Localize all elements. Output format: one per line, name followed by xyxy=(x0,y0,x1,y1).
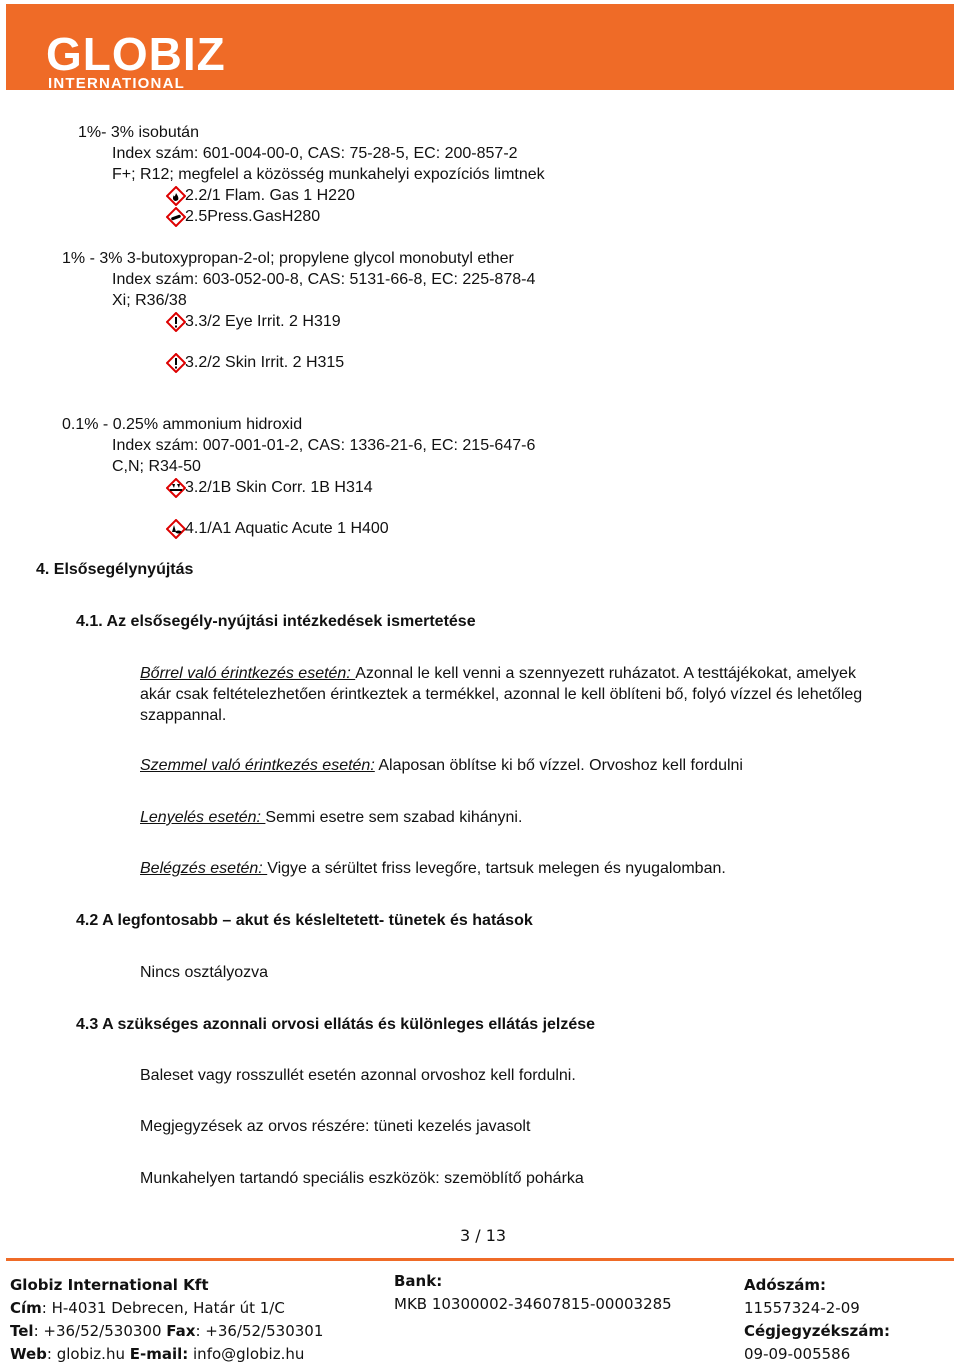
footer-phone-fax: Tel: +36/52/530300 Fax: +36/52/530301 xyxy=(10,1322,324,1340)
section-4-3-text-2: Megjegyzések az orvos részére: tüneti kezelés javasolt xyxy=(140,1118,531,1135)
flame-pictogram-icon xyxy=(166,186,186,206)
environment-pictogram-icon xyxy=(166,519,186,539)
isobutane-hazard-2: 2.5Press.GasH280 xyxy=(185,208,321,225)
footer-registry-value: 09-09-005586 xyxy=(744,1345,851,1363)
isobutane-hazard-1: 2.2/1 Flam. Gas 1 H220 xyxy=(185,187,355,204)
skin-contact-text-1: Azonnal le kell venni a szennyezett ruházatot. A testtájékokat, amelyek xyxy=(355,665,856,682)
footer-web-email: Web: globiz.hu E-mail: info@globiz.hu xyxy=(10,1345,305,1363)
inhale-text: Vigye a sérültet friss levegőre, tartsuk melegen és nyugalomban. xyxy=(267,860,726,877)
butoxy-index: Index szám: 603-052-00-8, CAS: 5131-66-8, EC: 225-878-4 xyxy=(112,271,536,288)
ammonium-hazard-1: 3.2/1B Skin Corr. 1B H314 xyxy=(185,479,373,496)
exclamation-pictogram-icon xyxy=(166,353,186,373)
footer-company: Globiz International Kft xyxy=(10,1276,209,1294)
inhale-label: Belégzés esetén: xyxy=(140,860,268,877)
page-number: 3 / 13 xyxy=(460,1226,507,1245)
ammonium-index: Index szám: 007-001-01-2, CAS: 1336-21-6, EC: 215-647-6 xyxy=(112,437,536,454)
section-4-1-heading: 4.1. Az elsősegély-nyújtási intézkedések ismertetése xyxy=(76,613,476,630)
eye-contact-label: Szemmel való érintkezés esetén: xyxy=(140,757,375,774)
corrosion-pictogram-icon xyxy=(166,478,186,498)
footer-tax-value: 11557324-2-09 xyxy=(744,1299,860,1317)
skin-contact-text-2: akár csak feltételezhetően érintkeztek a termékkel, azonnal le kell öblíteni bő, folyó vízzel és lehetőleg xyxy=(140,686,863,703)
section-4-3-heading: 4.3 A szükséges azonnali orvosi ellátás és különleges ellátás jelzése xyxy=(76,1016,596,1033)
section-4-3-text-1: Baleset vagy rosszullét esetén azonnal orvoshoz kell fordulni. xyxy=(140,1067,576,1084)
swallow-line xyxy=(140,808,522,828)
skin-contact-label: Bőrrel való érintkezés esetén: xyxy=(140,665,356,682)
ammonium-title: 0.1% - 0.25% ammonium hidroxid xyxy=(62,416,303,433)
logo-text: GLOBIZ xyxy=(46,28,226,80)
isobutane-index: Index szám: 601-004-00-0, CAS: 75-28-5, EC: 200-857-2 xyxy=(112,145,518,162)
footer-registry-label: Cégjegyzékszám: xyxy=(744,1322,891,1340)
skin-contact-text-3: szappannal. xyxy=(140,707,227,724)
section-4-2-text: Nincs osztályozva xyxy=(140,964,269,981)
exclamation-pictogram-icon xyxy=(166,312,186,332)
eye-contact-line xyxy=(140,756,743,776)
footer-address: Cím: H-4031 Debrecen, Határ út 1/C xyxy=(10,1299,285,1317)
footer-divider xyxy=(6,1258,954,1261)
skin-contact-paragraph xyxy=(140,663,960,726)
footer-bank-value: MKB 10300002-34607815-00003285 xyxy=(394,1295,672,1313)
ammonium-hazard-2: 4.1/A1 Aquatic Acute 1 H400 xyxy=(185,520,389,537)
ammonium-class: C,N; R34-50 xyxy=(112,458,201,475)
butoxy-class: Xi; R36/38 xyxy=(112,292,187,309)
butoxy-hazard-2: 3.2/2 Skin Irrit. 2 H315 xyxy=(185,354,345,371)
inhale-line xyxy=(140,859,726,879)
isobutane-title: 1%- 3% isobután xyxy=(78,124,199,141)
gas-cylinder-pictogram-icon xyxy=(166,207,186,227)
isobutane-class: F+; R12; megfelel a közösség munkahelyi expozíciós limtnek xyxy=(112,166,545,183)
section-4-3-text-3: Munkahelyen tartandó speciális eszközök: szemöblítő pohárka xyxy=(140,1170,584,1187)
footer-bank-label: Bank: xyxy=(394,1272,443,1290)
header-banner xyxy=(6,4,954,90)
section-4-heading: 4. Elsősegélynyújtás xyxy=(36,561,194,578)
swallow-label: Lenyelés esetén: xyxy=(140,809,266,826)
butoxy-hazard-1: 3.3/2 Eye Irrit. 2 H319 xyxy=(185,313,341,330)
logo-subtext: INTERNATIONAL xyxy=(48,75,185,92)
eye-contact-text: Alaposan öblítse ki bő vízzel. Orvoshoz kell fordulni xyxy=(374,757,743,774)
swallow-text: Semmi esetre sem szabad kihányni. xyxy=(265,809,523,826)
butoxy-title: 1% - 3% 3-butoxypropan-2-ol; propylene glycol monobutyl ether xyxy=(62,250,514,267)
footer-tax-label: Adószám: xyxy=(744,1276,827,1294)
section-4-2-heading: 4.2 A legfontosabb – akut és késleltetett- tünetek és hatások xyxy=(76,912,533,929)
